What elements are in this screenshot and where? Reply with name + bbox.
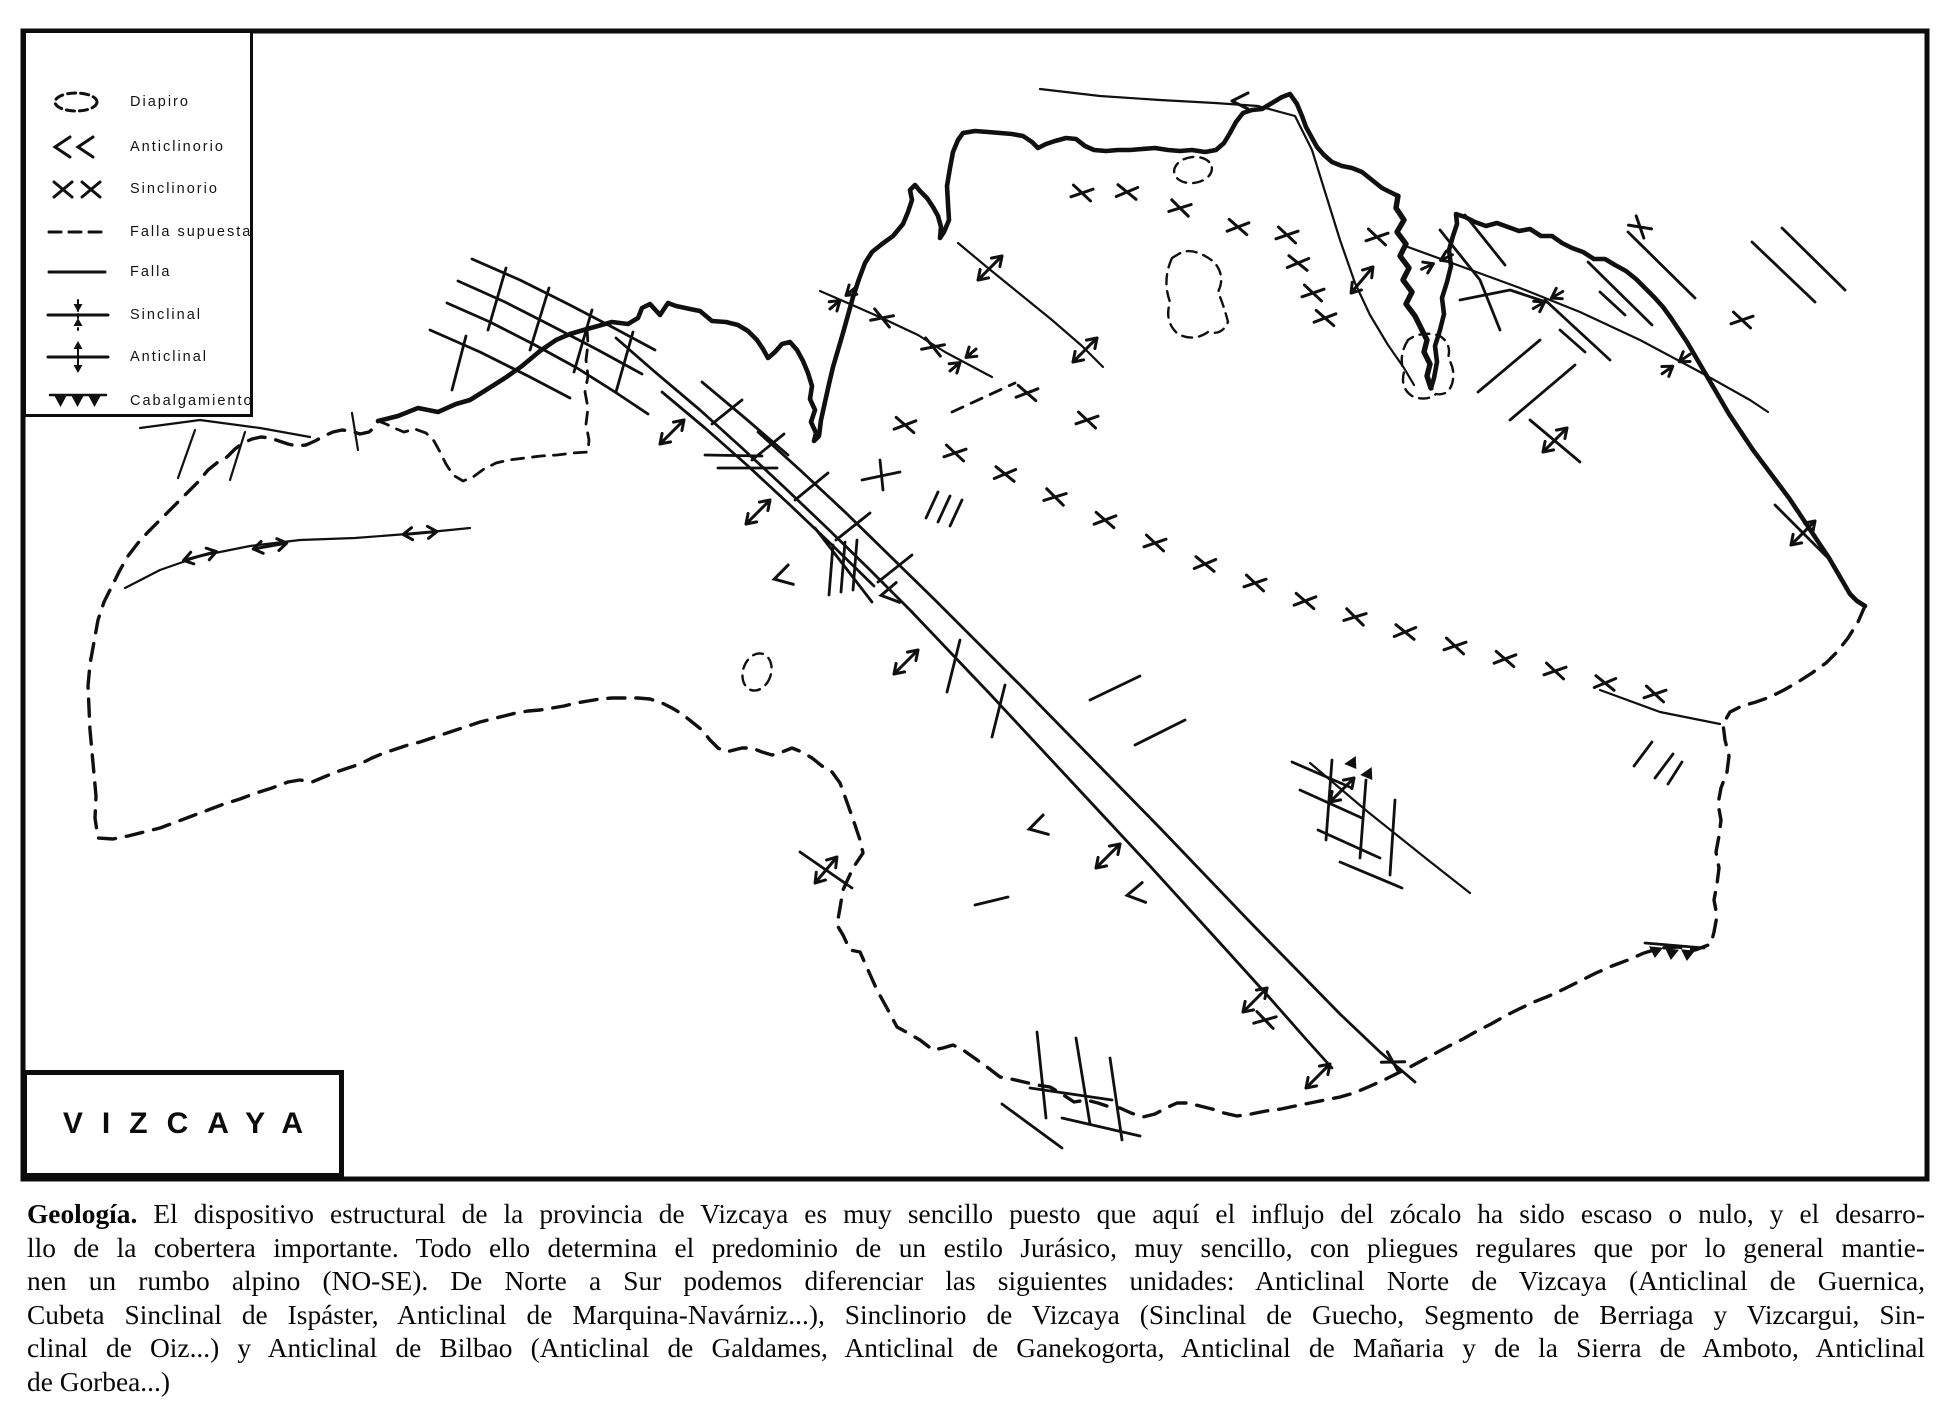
legend-row-cabalgamiento xyxy=(26,384,254,418)
geology-line: nen un rumbo alpino (NO-SE). De Norte a Sur podemos diferenciar las siguientes unidades: Anticlinal Norte de Vizcaya (Anticlinal de Guernica, xyxy=(27,1266,1925,1297)
geology-line: clinal de Oiz...) y Anticlinal de Bilbao (Anticlinal de Galdames, Anticlinal de Ganekogorta, Anticlinal de Mañaria y de la Sierra de Amboto, Anticlinal xyxy=(27,1333,1925,1364)
legend-label: Sinclinal xyxy=(130,307,202,323)
legend-row-sinclinal xyxy=(26,298,250,332)
map-legend xyxy=(23,30,253,417)
province-boundary xyxy=(88,329,1865,1117)
legend-label: Falla supuesta xyxy=(130,224,253,240)
thrust-symbols xyxy=(1344,756,1704,962)
legend-label: Falla xyxy=(130,264,172,280)
legend-row-falla-supuesta xyxy=(26,215,253,249)
geology-line-text: El dispositivo estructural de la provincia de Vizcaya es muy sencillo puesto que aquí el influjo del zócalo ha sido escaso o nulo, y el desarro- xyxy=(153,1199,1925,1229)
geology-line: llo de la cobertera importante. Todo ello determina el predominio de un estilo Jurásico, muy sencillo, con pliegues regulares que por lo general mantie- xyxy=(27,1232,1925,1263)
sinclinal-icon xyxy=(26,298,130,332)
legend-row-sinclinorio xyxy=(26,172,250,206)
geology-lead: Geología. xyxy=(27,1199,138,1229)
legend-label: Anticlinal xyxy=(130,349,209,365)
legend-label: Cabalgamiento xyxy=(130,393,254,409)
falla-supuesta-icon xyxy=(26,216,130,248)
geology-line xyxy=(27,1198,1925,1232)
legend-row-diapiro xyxy=(26,85,250,119)
legend-row-anticlinorio xyxy=(26,130,250,164)
map-title-box xyxy=(22,1070,344,1178)
legend-label: Sinclinorio xyxy=(130,181,219,197)
diapiro-icon xyxy=(26,86,130,118)
fault-lines xyxy=(430,215,1845,1148)
anticlinorio-symbols xyxy=(772,565,1146,905)
legend-label: Anticlinorio xyxy=(130,139,225,155)
falla-icon xyxy=(26,256,130,288)
coastline xyxy=(378,94,1865,606)
sinclinorio-axis-symbols xyxy=(871,185,1753,1073)
map-frame xyxy=(23,31,1927,1179)
map-title: VIZCAYA xyxy=(62,1107,323,1140)
legend-row-anticlinal xyxy=(26,340,250,374)
anticlinal-icon xyxy=(26,340,130,374)
sinclinorio-icon xyxy=(26,173,130,205)
diapir-outlines xyxy=(738,154,1454,694)
geology-line: de Gorbea...) xyxy=(27,1366,170,1397)
legend-label: Diapiro xyxy=(130,94,190,110)
cabalgamiento-icon xyxy=(26,387,130,415)
fold-arrow-symbols xyxy=(182,249,1819,1092)
geology-line: Cubeta Sinclinal de Ispáster, Anticlinal de Marquina-Navárniz...), Sinclinorio de Vizcaya (Sinclinal de Guecho, Segmento de Berriaga y Vizcargui, Sin- xyxy=(27,1299,1925,1330)
anticlinorio-icon xyxy=(26,131,130,163)
legend-row-falla xyxy=(26,255,250,289)
geology-paragraph xyxy=(27,1198,1925,1400)
